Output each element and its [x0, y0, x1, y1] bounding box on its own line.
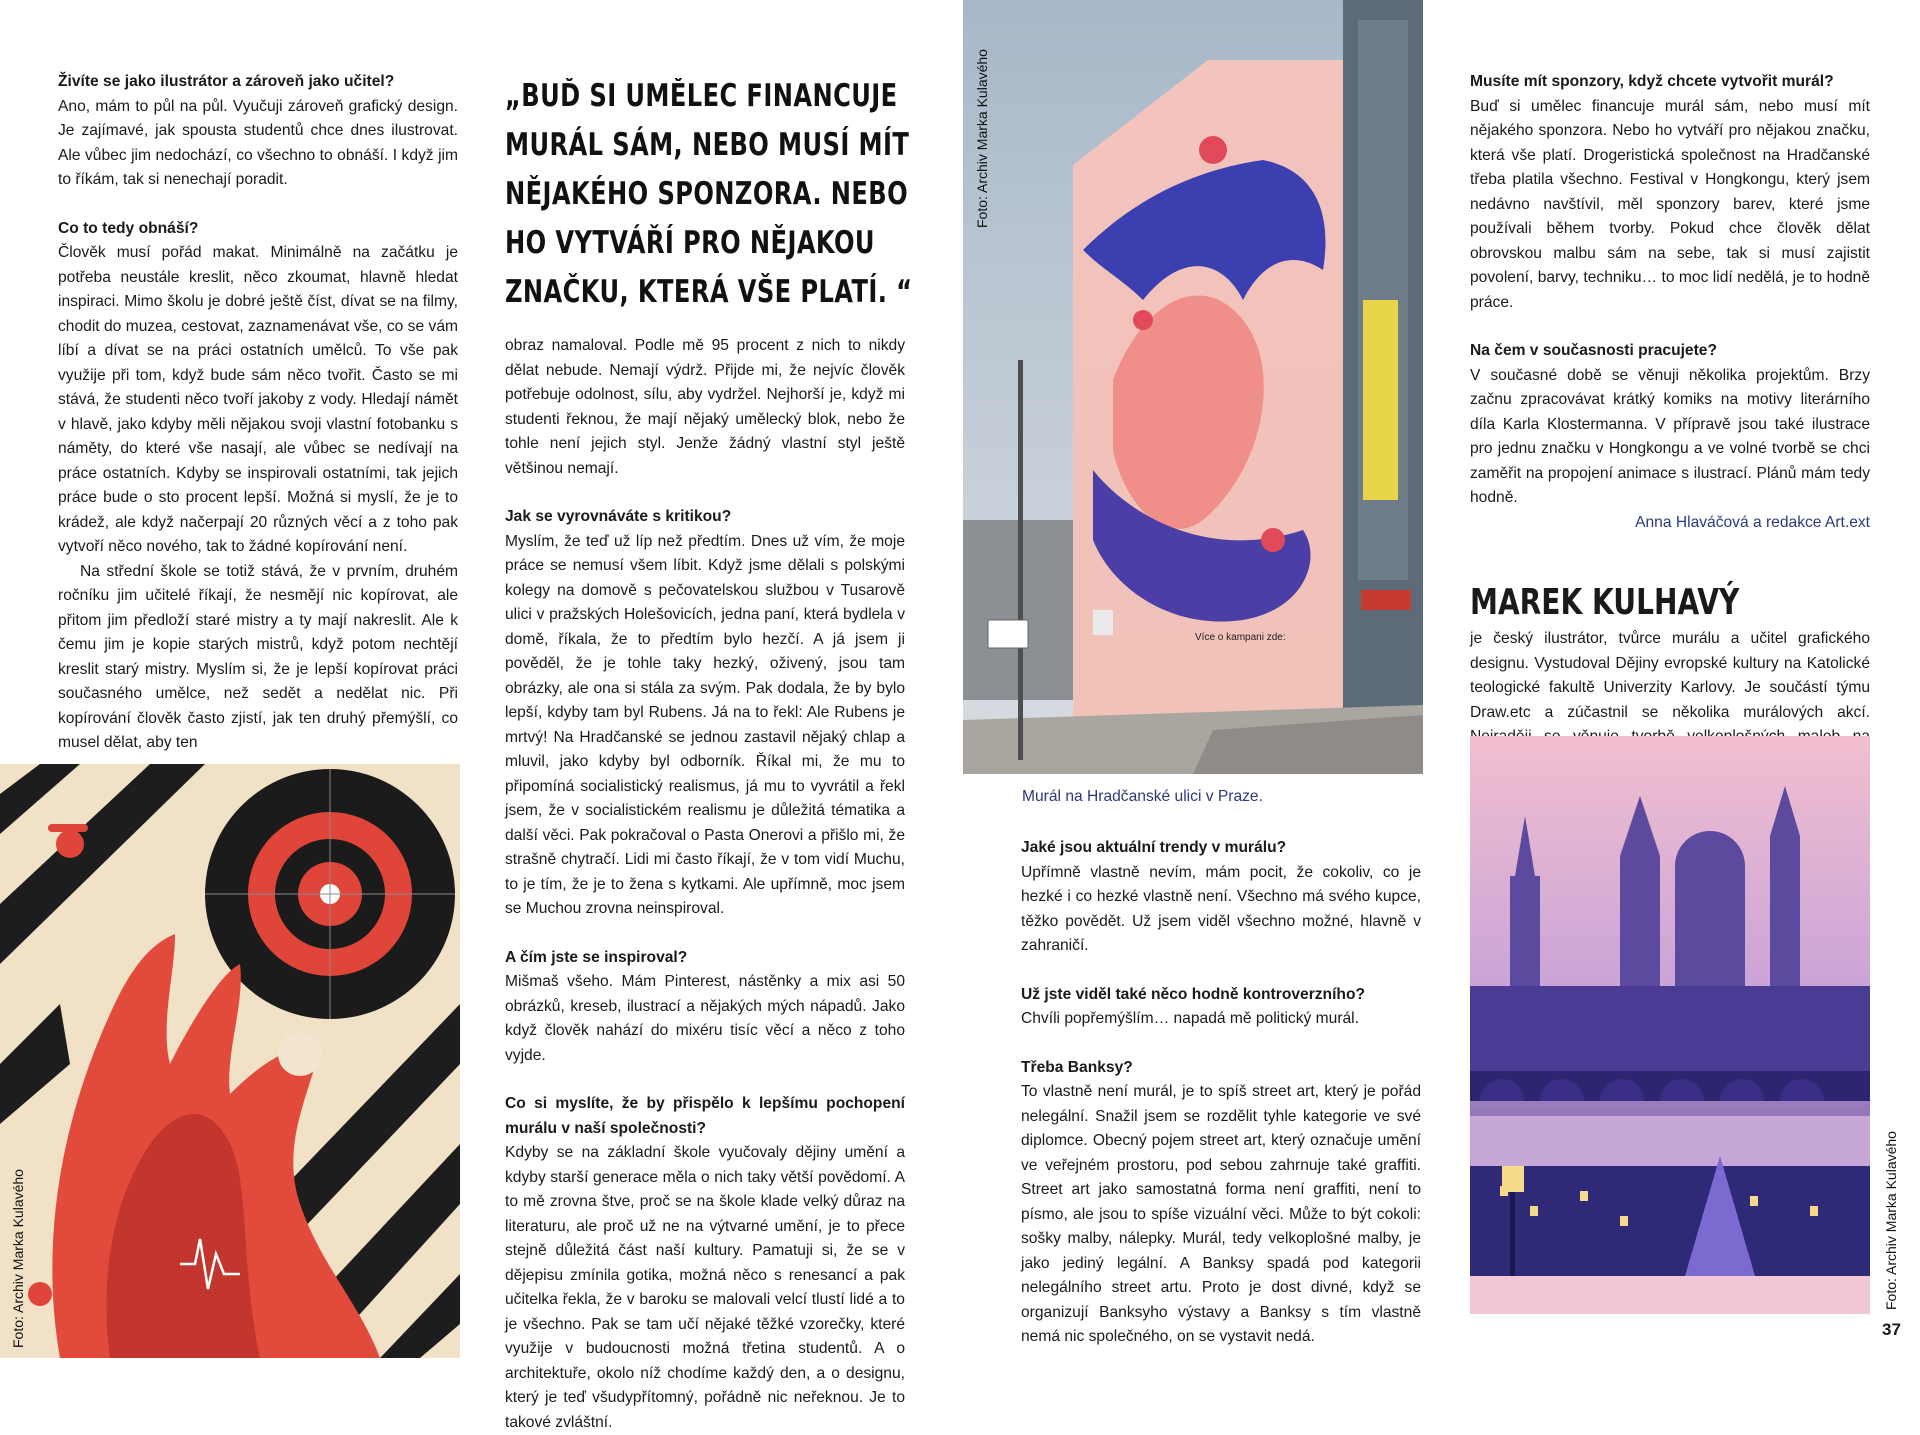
question-6: Jaké jsou aktuální trendy v murálu?: [1021, 839, 1287, 856]
column-3: [1021, 836, 1421, 1350]
mural-sign-text: Více o kampani zde:: [1195, 632, 1286, 643]
question-8: Třeba Banksy?: [1021, 1058, 1133, 1076]
pull-quote: „BUĎ SI UMĚLEC FINANCUJE MURÁL SÁM, NEBO MUSÍ MÍT NĚJAKÉHO SPONZORA. NEBO HO VYTVÁŘÍ PRO NĚJAKOU ZNAČKU, KTERÁ VŠE PLATÍ. “: [505, 78, 913, 310]
answer-4: Myslím, že teď už líp než předtím. Dnes už vím, že moje práce se nemusí všem líbit. Když jsme dělali s polskými kolegy na domově s pečovatelskou službou v Tusarově ulici v pražských Holešovicích, jedna paní, která bydlela v domě, říkala, že to předtím bylo hezčí. A já jsem ji pověděl, že je tohle taky hezký, oživený, jsou tam obrázky, ale ona si stála za svým. Pak dodala, že by bylo lepší, kdyby tam byl Rubens. Já na to řekl: Ale Rubens je mrtvý! Na Hradčanské se jednou zastavil nějaký chlap a mluvil, jako kdyby byl odborník. Říkal mi, že mu to připomíná socialistický realismus, já mu to vyvrátil a řekl jsem, že v socialistickém realismu je důležitá tématika a další věci. Pak pokračoval o Pasta Onerovi a přišlo mi, že strašně chytračí. Lidi mi často říkají, že v tom vidí Muchu, to je tím, že je to žena s kytkami. Ale upřímně, moc jsem se Muchou zrovna neinspiroval.: [505, 532, 905, 917]
question-7: Už jste viděl také něco hodně kontroverzního?: [1021, 985, 1365, 1003]
answer-continued: obraz namaloval. Podle mě 95 procent z nich to nikdy dělat nebude. Nemají výdrž. Přijde mi, že nejvíc člověk potřebuje odolnost, sílu, aby vydržel. Nejhorší je, když mi studenti řeknou, že mají nějaký umělecký blok, nebo že tohle není jejich styl. Jenže žádný vlastní styl ještě většinou nemají.: [505, 337, 905, 477]
answer-5: Mišmaš všeho. Mám Pinterest, nástěnky a mix asi 50 obrázků, kreseb, ilustrací a nějakých mých nápadů. Jako když člověk nahází do mixéru tisíc věcí a něco z toho vyjde.: [505, 973, 905, 1064]
question-5: Co si myslíte, že by přispělo k lepšímu pochopení murálu v naší společnosti?: [505, 1095, 905, 1137]
answer-7: Upřímně vlastně nevím, mám pocit, že cokoliv, co je hezké i co hezké vlastně není. Všechno má svého kupce, těžko povědět. Už jsem viděl všechno možné, hlavně v zahraničí.: [1021, 863, 1421, 954]
bio-text: je český ilustrátor, tvůrce murálu a učitel grafického designu. Vystudoval Dějiny evropské kultury na Katolické teologické fakultě Univerzity Karlovy. Je součástí týmu Draw.etc a zúčastnil se několika murálových akcí.: [1470, 630, 1870, 721]
question-1: Živíte se jako ilustrátor a zároveň jako učitel?: [58, 73, 395, 90]
bio-name: MAREK KULHAVÝ: [1470, 582, 1740, 623]
credit-left: Foto: Archiv Marka Kulavého: [10, 1169, 26, 1348]
credit-mural: Foto: Archiv Marka Kulavého: [974, 49, 990, 228]
article-signature: Anna Hlaváčová a redakce Art.ext: [1635, 513, 1870, 531]
answer-9: To vlastně není murál, je to spíš street art, který je pořád nelegální. Snažil jsem se rozdělit tyhle kategorie ve své diplomce. Obecný pojem street art, který označuje umění ve veřejném prostoru, pod sebou zahrnuje také graffiti. Street art jako samostatná forma není graffiti, není to písmo, ale jsou to spíše vizuální věci. Může to být cokoli: sošky malby, nálepky. Murál, tedy velkoplošné malby, je jako jediný legální. A Banksy spadá pod kategorii nelegálního street artu. Proto je dost divné, když se organizují Banksyho výstavy a Banksy s tím vlastně nemá nic společného, on se vystavit nedá.: [1021, 1083, 1421, 1345]
question-3: Jak se vyrovnáváte s kritikou?: [505, 508, 732, 525]
prague-night-illustration: [1470, 736, 1870, 1314]
photo-caption: Murál na Hradčanské ulici v Praze.: [1022, 788, 1263, 805]
red-hand-art: [0, 764, 460, 1358]
red-hand-illustration: [0, 764, 460, 1358]
column-2: [505, 334, 905, 1435]
question-9: Musíte mít sponzory, když chcete vytvořit murál?: [1470, 73, 1834, 90]
answer-11: V současné době se věnuji několika projektům. Brzy začnu zpracovávat krátký komiks na motivy literárního díla Karla Klostermanna. V přípravě jsou také ilustrace pro jednu značku v Hongkongu a ve volné tvorbě se chci zaměřit na propojení animace s ilustrací. Plánů mám tedy hodně.: [1470, 366, 1870, 506]
mural-photo-art: [963, 0, 1423, 774]
column-4: [1470, 70, 1870, 774]
column-1: [58, 70, 458, 756]
credit-right: Foto: Archiv Marka Kulavého: [1883, 1131, 1899, 1310]
mural-photo: [963, 0, 1423, 774]
answer-1: Ano, mám to půl na půl. Vyučuji zároveň grafický design. Je zajímavé, jak spousta studentů chce dnes ilustrovat. Ale vůbec jim nedochází, co všechno to obnáší. I když jim to říkám, tak si nenechají poradit.: [58, 97, 458, 188]
answer-8: Chvíli popřemýšlím… napadá mě politický murál.: [1021, 1010, 1359, 1027]
question-4: A čím jste se inspiroval?: [505, 948, 688, 966]
page-number: 37: [1882, 1320, 1901, 1339]
question-10: Na čem v současnosti pracujete?: [1470, 342, 1717, 359]
answer-10: Buď si umělec financuje murál sám, nebo musí mít nějakého sponzora. Nebo ho vytváří pro nějakou značku, která vše platí. Drogeristická společnost na Hradčanské třeba platila všechno. Festival v Hongkongu, který jsem nedávno navštívil, měl sponzory barev, které jsme používali během tvorby. Pokud chce člověk dělat obrovskou malbu sám na sebe, tak si musí zajistit povolení, barvy, techniku… to moc lidí nedělá, je to hodně práce.: [1470, 97, 1870, 311]
answer-3: Na střední škole se totiž stává, že v prvním, druhém ročníku jim učitelé říkají, že nesmějí nic kopírovat, ale přitom jim předloží staré mistry a ty mají nakreslit. Ale k čemu jim je kopie starých mistrů, když potom nechtějí kreslit starý mistry. Myslím si, že je lepší kopírovat práci současného umělce, než sedět a nedělat nic. Při kopírování člověk často zjistí, jak ten druhý přemýšlí, co musel dělat, aby ten: [58, 562, 458, 751]
answer-2: Člověk musí pořád makat. Minimálně na začátku je potřeba neustále kreslit, něco zkoumat, hlavně hledat inspiraci. Mimo školu je dobré ještě číst, dívat se na filmy, chodit do muzea, cestovat, zaznamenávat vše, co se vám líbí a dívat se na práci ostatních umělců. To vše pak využije při tom, když bude sám něco tvořit. Často se mi stává, že studenti něco tvoří jakoby z vody. Hledají námět v hlavě, jako kdyby měli nějakou svoji vlastní fotobanku s náměty, do které vše nasají, ale vůbec se nedívají na práce ostatních. Kdyby se inspirovali ostatními, tak jejich práce bude o sto procent lepší. Možná si myslí, že je to krádež, ale když načerpají 20 různých věcí a z toho pak vytvoří něco nového, tak to žádné kopírování není.: [58, 244, 458, 555]
question-2: Co to tedy obnáší?: [58, 219, 199, 237]
prague-art: [1470, 736, 1870, 1314]
answer-6: Kdyby se na základní škole vyučovaly dějiny umění a kdyby starší generace měla o nich taky větší povědomí. A to mě zrovna štve, proč se na škole klade velký důraz na literaturu, ale proč už ne na výtvarné umění, je to přece stejně důležitá část naší kultury. Pamatuji si, že se v dějepisu zmínila gotika, možná něco s renesancí a pak učitelka řekla, že v baroku se malovali velcí tlustí lidé a to je všechno. Pak se tam učí nějaké těžké vzorečky, které využije v budoucnosti možná třetina studentů. A o architektuře, okolo níž chodíme každý den, a o designu, který je teď všudypřítomný, pořádně nic neřeknou. Je to takové zvláštní.: [505, 1144, 905, 1431]
